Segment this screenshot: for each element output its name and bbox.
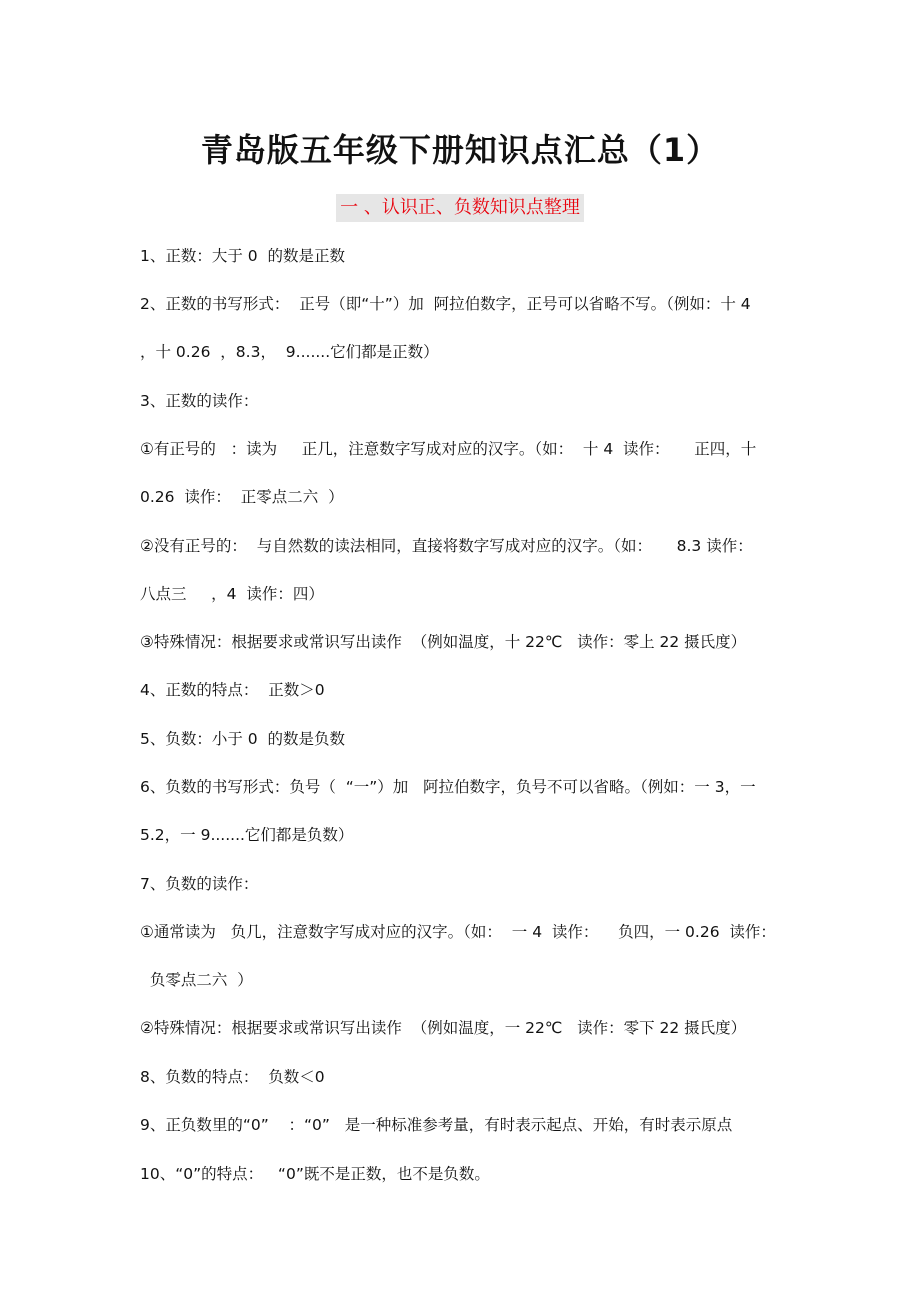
text-line: 0.26 读作： 正零点二六 ）	[140, 488, 344, 506]
text-line: ①有正号的 ：读为 正几，注意数字写成对应的汉字。（如： 十 4 读作： 正四，十	[140, 440, 757, 458]
text-line: 5.2，一 9.......它们都是负数）	[140, 826, 354, 844]
text-line: ③特殊情况：根据要求或常识写出读作 （例如温度，十 22℃ 读作：零上 22 摄氏度）	[140, 633, 747, 651]
text-line: 八点三 ，4 读作：四）	[140, 585, 324, 603]
page-title: 青岛版五年级下册知识点汇总（1）	[200, 131, 720, 169]
text-line: 2、正数的书写形式： 正号（即“十”）加 阿拉伯数字，正号可以省略不写。（例如：十 4	[140, 295, 751, 313]
text-line: 负零点二六 ）	[140, 971, 253, 989]
text-line: ②特殊情况：根据要求或常识写出读作 （例如温度，一 22℃ 读作：零下 22 摄氏度）	[140, 1019, 747, 1037]
section-heading-wrap	[0, 194, 920, 222]
text-line: ②没有正号的： 与自然数的读法相同，直接将数字写成对应的汉字。（如： 8.3 读作：	[140, 537, 753, 555]
section-heading: 一 、认识正、负数知识点整理	[336, 194, 584, 222]
text-line: 3、正数的读作：	[140, 392, 259, 410]
text-line: 1、正数：大于 0 的数是正数	[140, 247, 346, 265]
text-line: 10、“0”的特点： “0”既不是正数，也不是负数。	[140, 1165, 490, 1183]
text-line: ，十 0.26 ，8.3， 9.......它们都是正数）	[140, 343, 439, 361]
text-line: 5、负数：小于 0 的数是负数	[140, 730, 346, 748]
text-line: 4、正数的特点： 正数＞0	[140, 681, 325, 699]
text-line: ①通常读为 负几，注意数字写成对应的汉字。（如： 一 4 读作： 负四，一 0.26 读作：	[140, 923, 776, 941]
text-line: 6、负数的书写形式：负号（ “一”）加 阿拉伯数字，负号不可以省略。（例如：一 3，一	[140, 778, 756, 796]
text-line: 8、负数的特点： 负数＜0	[140, 1068, 325, 1086]
text-line: 7、负数的读作：	[140, 875, 259, 893]
text-line: 9、正负数里的“0” ：“0” 是一种标准参考量，有时表示起点、开始，有时表示原点	[140, 1116, 733, 1134]
